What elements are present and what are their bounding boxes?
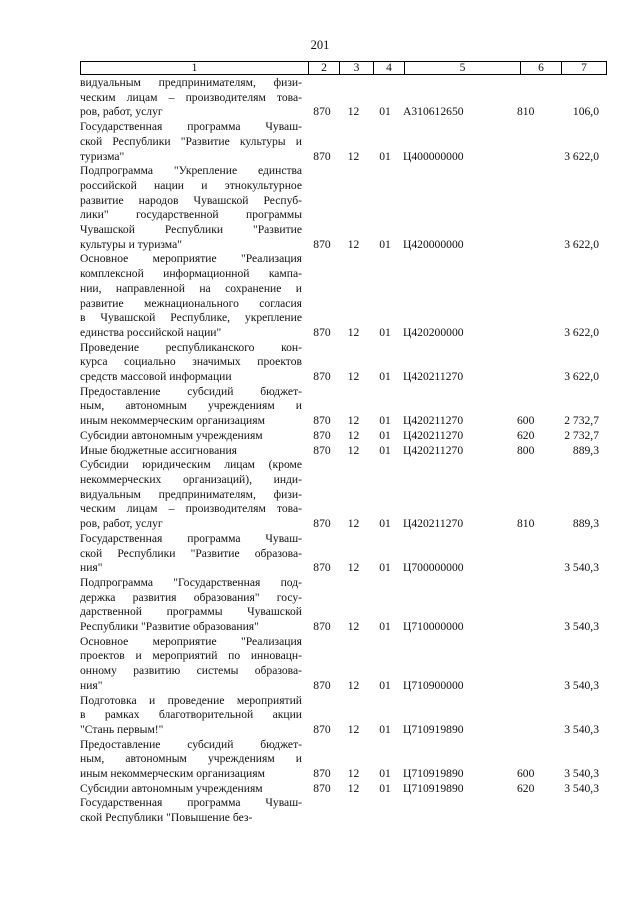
row-name-line: российской нации и этнокультурное: [80, 178, 302, 192]
row-name-line: Государственная программа Чуваш-: [80, 120, 302, 134]
row-name: [80, 429, 307, 444]
table-row: [80, 444, 607, 459]
row-cell-c5: Ц420211270: [403, 443, 464, 457]
row-cell-c5: Ц710919890: [403, 767, 464, 781]
row-name-line: Субсидии автономным учреждениям: [80, 781, 263, 795]
row-cell-c7: 3 540,3: [564, 767, 599, 781]
row-cell-c2: 870: [313, 428, 331, 442]
row-name: [80, 796, 307, 825]
row-name-line: Республики "Развитие образования": [80, 620, 259, 634]
row-cell-c7: 3 540,3: [564, 722, 599, 736]
row-name: [80, 635, 307, 694]
row-cell-c7: 2 732,7: [564, 428, 599, 442]
row-name: [80, 76, 307, 120]
header-col-1: 1: [81, 62, 309, 74]
row-name: [80, 252, 307, 340]
row-cell-c4: 01: [379, 237, 391, 251]
row-cell-c2: 870: [313, 561, 331, 575]
table-row: [80, 120, 607, 164]
row-cell-c7: 3 540,3: [564, 561, 599, 575]
row-cell-c2: 870: [313, 781, 331, 795]
row-name-line: ров, работ, услуг: [80, 105, 163, 119]
row-cell-c6: 800: [517, 443, 535, 457]
row-cell-c4: 01: [379, 370, 391, 384]
row-name-line: ской Республики "Развитие образова-: [80, 546, 302, 560]
row-cell-c3: 12: [347, 722, 360, 736]
table-row: [80, 796, 607, 825]
row-name-line: культуры и туризма": [80, 237, 182, 251]
row-cell-c4: 01: [379, 722, 391, 736]
row-cell-c4: 01: [379, 678, 391, 692]
row-name-line: Государственная программа Чуваш-: [80, 531, 302, 545]
header-col-4: 4: [374, 62, 405, 74]
table-row: [80, 252, 607, 340]
row-name-line: Субсидии автономным учреждениям: [80, 428, 263, 442]
row-cell-c4: 01: [379, 414, 391, 428]
row-cell-c6: 810: [517, 517, 535, 531]
row-cell-c5: Ц710919890: [403, 722, 464, 736]
row-cell-c5: Ц700000000: [403, 561, 464, 575]
table-row: [80, 635, 607, 694]
table-row: [80, 694, 607, 738]
row-name-line: видуальным предпринимателям, физи-: [80, 76, 302, 89]
row-cell-c4: 01: [379, 325, 391, 339]
row-name-line: ния": [80, 678, 103, 692]
row-name: [80, 576, 307, 635]
table-header: [80, 61, 607, 75]
row-cell-c3: 12: [347, 678, 360, 692]
row-cell-c7: 106,0: [572, 105, 599, 119]
row-name: [80, 458, 307, 532]
row-cell-c5: А310612650: [403, 105, 464, 119]
row-name-line: видуальным предпринимателям, физи-: [80, 487, 302, 501]
row-cell-c7: 3 540,3: [564, 781, 599, 795]
row-name-line: некоммерческих организаций), инди-: [80, 472, 302, 486]
row-cell-c6: 620: [517, 428, 535, 442]
row-name-line: держка развития образования" госу-: [80, 590, 302, 604]
row-cell-c3: 12: [347, 414, 360, 428]
table-row: [80, 576, 607, 635]
row-name: [80, 385, 307, 429]
row-name: [80, 120, 307, 164]
row-cell-c5: Ц420211270: [403, 370, 464, 384]
row-cell-c3: 12: [347, 149, 360, 163]
row-cell-c2: 870: [313, 767, 331, 781]
row-cell-c4: 01: [379, 781, 391, 795]
row-name-line: ской Республики "Повышение без-: [80, 811, 253, 825]
row-cell-c4: 01: [379, 561, 391, 575]
table-row: [80, 76, 607, 120]
row-name-line: Проведение республиканского кон-: [80, 340, 302, 354]
row-cell-c2: 870: [313, 678, 331, 692]
row-cell-c7: 2 732,7: [564, 414, 599, 428]
row-cell-c2: 870: [313, 237, 331, 251]
table-row: [80, 429, 607, 444]
row-name-line: Предоставление субсидий бюджет-: [80, 384, 302, 398]
row-cell-c5: Ц420000000: [403, 237, 464, 251]
row-name: [80, 444, 307, 459]
row-name-line: Основное мероприятие "Реализация: [80, 634, 302, 648]
row-cell-c5: Ц420211270: [403, 428, 464, 442]
row-cell-c7: 3 622,0: [564, 149, 599, 163]
row-name-line: туризма": [80, 149, 125, 163]
row-cell-c2: 870: [313, 370, 331, 384]
row-cell-c4: 01: [379, 767, 391, 781]
row-name: [80, 532, 307, 576]
row-cell-c5: Ц710919890: [403, 781, 464, 795]
row-name-line: развитие межнационального согласия: [80, 296, 302, 310]
header-col-5: 5: [405, 62, 521, 74]
row-name-line: средств массовой информации: [80, 370, 232, 384]
row-name-line: ным, автономным учреждениям и: [80, 752, 302, 766]
row-name-line: проектов и мероприятий по инновацн-: [80, 649, 302, 663]
row-cell-c5: Ц400000000: [403, 149, 464, 163]
row-cell-c5: Ц710900000: [403, 678, 464, 692]
row-name-line: иным некоммерческим организациям: [80, 414, 265, 428]
header-col-6: 6: [521, 62, 562, 74]
table-row: [80, 738, 607, 782]
row-name-line: ческим лицам – производителям това-: [80, 502, 302, 516]
row-cell-c2: 870: [313, 443, 331, 457]
row-name-line: лики" государственной программы: [80, 208, 302, 222]
row-cell-c5: Ц420211270: [403, 414, 464, 428]
row-cell-c2: 870: [313, 325, 331, 339]
row-cell-c5: Ц420200000: [403, 325, 464, 339]
row-name-line: Государственная программа Чуваш-: [80, 796, 302, 810]
header-col-7: 7: [581, 62, 587, 74]
table-row: [80, 385, 607, 429]
row-cell-c3: 12: [347, 517, 360, 531]
header-col-3: 3: [340, 62, 374, 74]
row-cell-c5: Ц420211270: [403, 517, 464, 531]
row-cell-c3: 12: [347, 561, 360, 575]
row-cell-c3: 12: [347, 620, 360, 634]
row-cell-c7: 889,3: [572, 443, 599, 457]
row-cell-c4: 01: [379, 105, 391, 119]
row-name-line: единства российской нации": [80, 325, 222, 339]
row-name-line: дарственной программы Чувашской: [80, 605, 302, 619]
row-name-line: Иные бюджетные ассигнования: [80, 443, 237, 457]
row-cell-c6: 600: [517, 767, 535, 781]
row-name: [80, 782, 307, 797]
row-name-line: онному развитию системы образова-: [80, 664, 302, 678]
table-row: [80, 458, 607, 532]
row-cell-c4: 01: [379, 443, 391, 457]
row-cell-c7: 3 622,0: [564, 370, 599, 384]
row-cell-c3: 12: [347, 237, 360, 251]
row-name-line: ской Республики "Развитие культуры и: [80, 134, 302, 148]
row-name-line: комплексной информационной кампа-: [80, 267, 302, 281]
row-name-line: ров, работ, услуг: [80, 517, 163, 531]
row-name-line: в рамках благотворительной акции: [80, 708, 302, 722]
page-number: 201: [310, 38, 330, 52]
row-name-line: ния": [80, 561, 103, 575]
table-body: [80, 76, 607, 826]
row-name-line: Субсидии юридическим лицам (кроме: [80, 458, 302, 472]
row-name-line: Подпрограмма "Укрепление единства: [80, 164, 302, 178]
table-row: [80, 164, 607, 252]
header-col-2: 2: [309, 62, 340, 74]
row-cell-c3: 12: [347, 428, 360, 442]
row-cell-c3: 12: [347, 325, 360, 339]
row-name-line: Предоставление субсидий бюджет-: [80, 737, 302, 751]
row-name-line: ным, автономным учреждениям и: [80, 399, 302, 413]
row-cell-c2: 870: [313, 517, 331, 531]
row-cell-c2: 870: [313, 414, 331, 428]
row-cell-c5: Ц710000000: [403, 620, 464, 634]
row-cell-c6: 810: [517, 105, 535, 119]
row-name-line: иным некоммерческим организациям: [80, 767, 265, 781]
row-name-line: курса социально значимых проектов: [80, 355, 302, 369]
table-row: [80, 532, 607, 576]
table-row: [80, 341, 607, 385]
row-name-line: Основное мероприятие "Реализация: [80, 252, 302, 266]
row-cell-c7: 3 622,0: [564, 325, 599, 339]
row-cell-c2: 870: [313, 105, 331, 119]
row-name-line: в Чувашской Республике, укрепление: [80, 311, 302, 325]
row-cell-c6: 600: [517, 414, 535, 428]
row-name-line: "Стань первым!": [80, 722, 164, 736]
row-name-line: Подготовка и проведение мероприятий: [80, 693, 302, 707]
row-cell-c2: 870: [313, 149, 331, 163]
row-name-line: Чувашской Республики "Развитие: [80, 223, 302, 237]
row-name: [80, 738, 307, 782]
row-cell-c4: 01: [379, 149, 391, 163]
table-row: [80, 782, 607, 797]
row-cell-c3: 12: [347, 443, 360, 457]
row-cell-c4: 01: [379, 517, 391, 531]
row-cell-c7: 3 540,3: [564, 620, 599, 634]
row-cell-c7: 889,3: [572, 517, 599, 531]
row-cell-c2: 870: [313, 722, 331, 736]
row-cell-c6: 620: [517, 781, 535, 795]
row-name-line: нии, направленной на сохранение и: [80, 281, 302, 295]
row-name-line: ческим лицам – производителям това-: [80, 90, 302, 104]
row-cell-c7: 3 540,3: [564, 678, 599, 692]
row-cell-c3: 12: [347, 370, 360, 384]
row-cell-c3: 12: [347, 105, 360, 119]
row-cell-c4: 01: [379, 620, 391, 634]
row-cell-c3: 12: [347, 767, 360, 781]
row-cell-c2: 870: [313, 620, 331, 634]
row-cell-c4: 01: [379, 428, 391, 442]
row-cell-c3: 12: [347, 781, 360, 795]
row-name-line: развитие народов Чувашской Респуб-: [80, 193, 302, 207]
row-name: [80, 164, 307, 252]
row-name: [80, 341, 307, 385]
row-name-line: Подпрограмма "Государственная под-: [80, 575, 302, 589]
row-cell-c7: 3 622,0: [564, 237, 599, 251]
row-name: [80, 694, 307, 738]
